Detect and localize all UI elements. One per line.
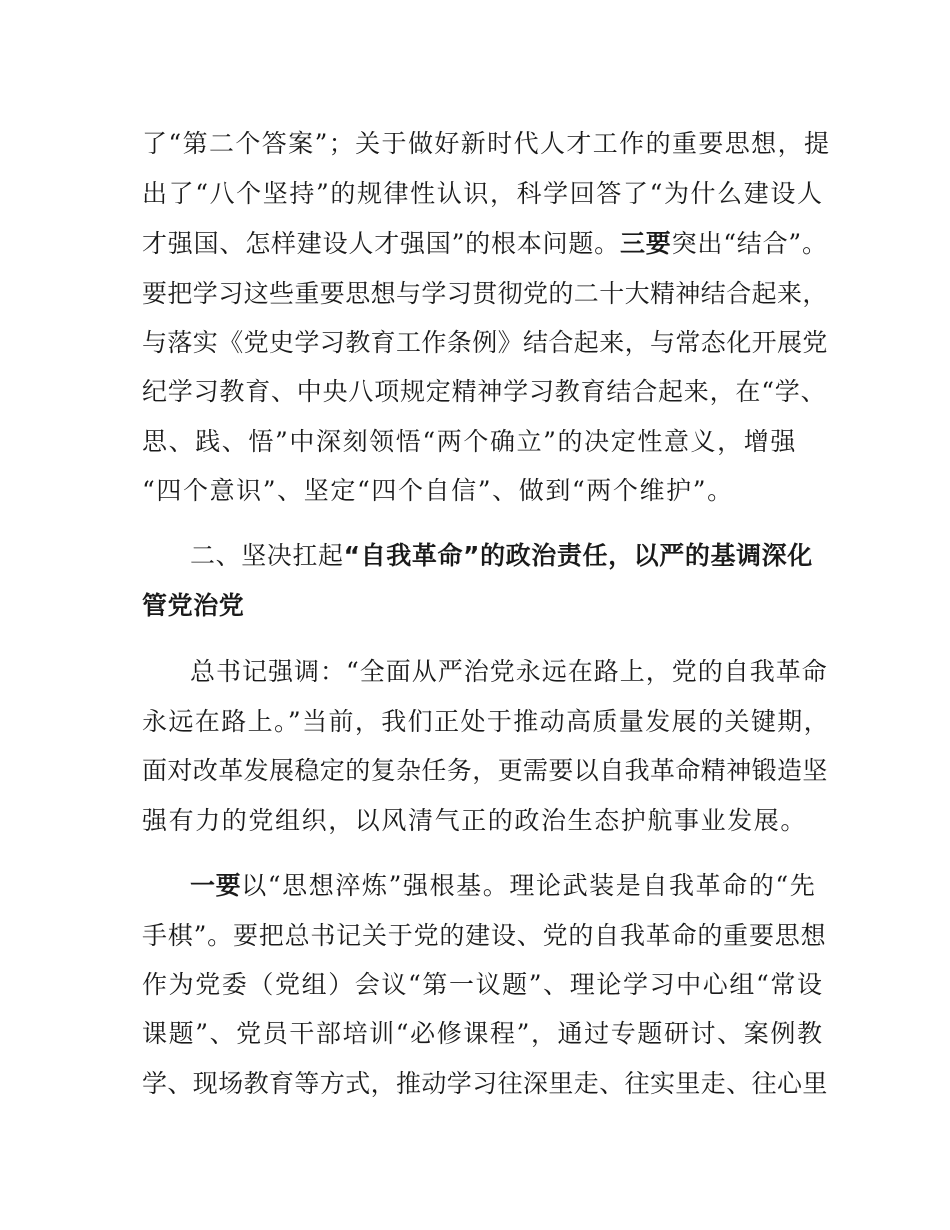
body-line: 作为党委（党组）会议“第一议题”、理论学习中心组“常设: [142, 970, 824, 999]
body-line: [190, 870, 816, 902]
body-line: 手棋”。要把总书记关于党的建设、党的自我革命的重要思想: [142, 921, 827, 950]
body-line: 学、现场教育等方式，推动学习往深里走、往实里走、往心里: [142, 1069, 828, 1098]
body-line: 总书记强调：“全面从严治党永远在路上，党的自我革命: [190, 657, 828, 686]
line-text: 突出“结合”。: [671, 229, 828, 258]
body-line: “四个意识”、坚定“四个自信”、做到“两个维护”。: [142, 476, 734, 505]
body-line: 强有力的党组织，以风清气正的政治生态护航事业发展。: [142, 806, 808, 835]
body-line: 纪学习教育、中央八项规定精神学习教育结合起来，在“学、: [142, 377, 827, 406]
section-heading: [190, 540, 813, 572]
body-line: 面对改革发展稳定的复杂任务，更需要以自我革命精神锻造坚: [142, 756, 828, 785]
body-line: 出了“八个坚持”的规律性认识，科学回答了“为什么建设人: [142, 179, 824, 208]
body-line: 课题”、党员干部培训“必修课程”，通过专题研讨、案例教: [142, 1019, 824, 1048]
heading-bold: “自我革命”的政治责任，以严的基调深化: [343, 541, 813, 570]
heading-bold: 管党治党: [142, 591, 245, 620]
heading-prefix: 二、坚决扛起: [190, 541, 344, 570]
bold-lead: 一要: [190, 871, 242, 900]
body-line: 了“第二个答案”；关于做好新时代人才工作的重要思想，提: [142, 129, 831, 158]
body-line: [142, 228, 828, 260]
line-text: 才强国、怎样建设人才强国”的根本问题。: [142, 229, 620, 258]
body-line: 要把学习这些重要思想与学习贯彻党的二十大精神结合起来，: [142, 279, 828, 308]
body-line: 永远在路上。”当前，我们正处于推动高质量发展的关键期，: [142, 707, 831, 736]
line-text: 以“思想淬炼”强根基。理论武装是自我革命的“先: [241, 871, 817, 900]
body-line: 思、践、悟”中深刻领悟“两个确立”的决定性意义，增强: [142, 427, 797, 456]
bold-lead: 三要: [619, 229, 672, 258]
section-heading-cont: [142, 590, 244, 622]
body-line: 与落实《党史学习教育工作条例》结合起来，与常态化开展党: [142, 328, 828, 357]
